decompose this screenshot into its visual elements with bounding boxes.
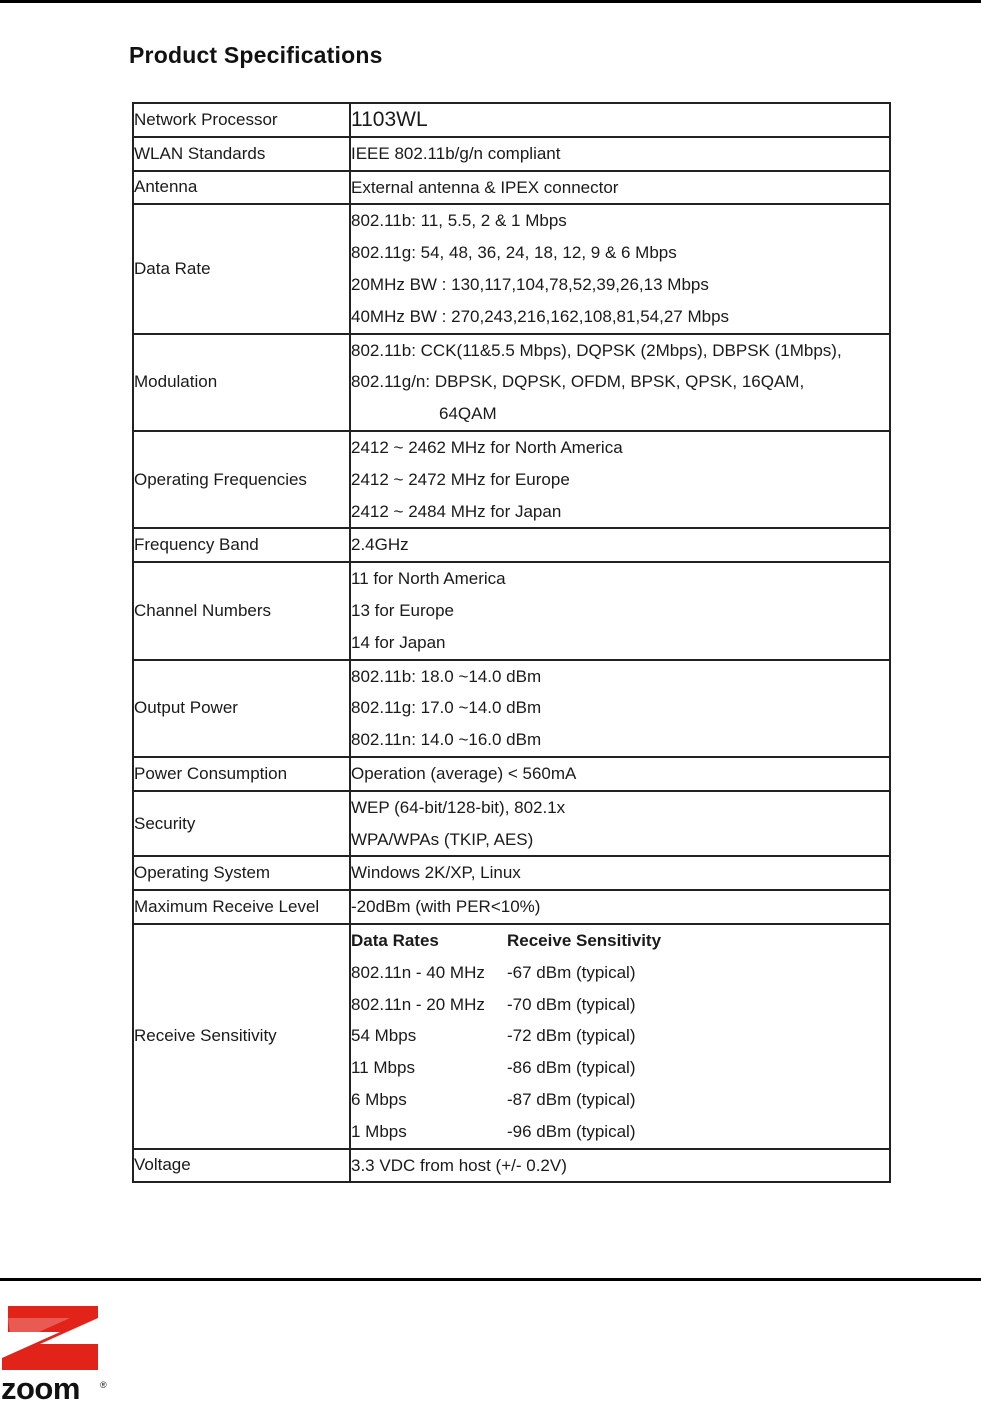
row-value: 802.11n: 14.0 ~16.0 dBm xyxy=(351,730,542,750)
row-value: 40MHz BW : 270,243,216,162,108,81,54,27 Mbps xyxy=(351,306,730,326)
row-value: 3.3 VDC from host (+/- 0.2V) xyxy=(351,1155,567,1175)
row-value-cell xyxy=(350,757,890,791)
row-label: WLAN Standards xyxy=(133,137,350,171)
row-value-cell xyxy=(350,1149,890,1183)
table-row-voltage xyxy=(133,1149,890,1183)
row-label: Data Rate xyxy=(133,204,350,333)
row-value-cell xyxy=(350,528,890,562)
page-title: Product Specifications xyxy=(129,42,383,68)
sensitivity-level: -67 dBm (typical) xyxy=(507,962,636,982)
spec-table xyxy=(132,102,891,1183)
row-label: Network Processor xyxy=(133,103,350,137)
row-label: Voltage xyxy=(133,1149,350,1183)
row-value: 2412 ~ 2472 MHz for Europe xyxy=(351,469,570,489)
row-label: Power Consumption xyxy=(133,757,350,791)
sensitivity-rate: 6 Mbps xyxy=(351,1089,407,1109)
top-rule xyxy=(0,0,981,3)
zoom-logo xyxy=(0,1306,110,1405)
row-value-cell xyxy=(350,103,890,137)
row-value: 20MHz BW : 130,117,104,78,52,39,26,13 Mbps xyxy=(351,274,709,294)
row-value: 802.11g: 17.0 ~14.0 dBm xyxy=(351,698,542,718)
row-value: 2412 ~ 2484 MHz for Japan xyxy=(351,501,562,521)
row-value-cell xyxy=(350,890,890,924)
row-label: Operating Frequencies xyxy=(133,431,350,528)
table-row xyxy=(133,791,890,857)
row-value-cell xyxy=(350,171,890,205)
row-value: 1103WL xyxy=(351,108,428,131)
row-value: 802.11b: 18.0 ~14.0 dBm xyxy=(351,666,542,686)
table-row xyxy=(133,204,890,333)
row-value-cell xyxy=(350,660,890,757)
row-value: 2.4GHz xyxy=(351,535,409,555)
table-row xyxy=(133,528,890,562)
row-value: -20dBm (with PER<10%) xyxy=(351,897,541,917)
logo-wordmark: zoom xyxy=(1,1371,80,1406)
row-label: Security xyxy=(133,791,350,857)
row-value-cell xyxy=(350,137,890,171)
row-value-cell xyxy=(350,431,890,528)
table-row xyxy=(133,103,890,137)
row-value: 802.11b: CCK(11&5.5 Mbps), DQPSK (2Mbps), DBPSK (1Mbps), xyxy=(351,340,842,360)
row-value: 802.11g/n: DBPSK, DQPSK, OFDM, BPSK, QPSK, 16QAM, xyxy=(351,372,805,392)
row-value-cell xyxy=(350,334,890,431)
row-label: Modulation xyxy=(133,334,350,431)
sensitivity-level: -70 dBm (typical) xyxy=(507,994,636,1014)
table-row xyxy=(133,660,890,757)
bottom-rule xyxy=(0,1278,981,1281)
sensitivity-header-level: Receive Sensitivity xyxy=(507,930,662,950)
table-row xyxy=(133,757,890,791)
row-value: 2412 ~ 2462 MHz for North America xyxy=(351,437,623,457)
table-row xyxy=(133,171,890,205)
zoom-z-mark-icon xyxy=(0,1306,100,1370)
row-value-cell xyxy=(350,204,890,333)
row-value: 802.11b: 11, 5.5, 2 & 1 Mbps xyxy=(351,211,567,231)
sensitivity-level: -96 dBm (typical) xyxy=(507,1121,636,1141)
registered-mark: ® xyxy=(100,1380,107,1390)
sensitivity-rate: 802.11n - 20 MHz xyxy=(351,994,485,1014)
row-label: Maximum Receive Level xyxy=(133,890,350,924)
table-row xyxy=(133,137,890,171)
row-label: Frequency Band xyxy=(133,528,350,562)
row-value: 802.11g: 54, 48, 36, 24, 18, 12, 9 & 6 Mbps xyxy=(351,243,677,263)
table-row xyxy=(133,562,890,659)
row-label: Output Power xyxy=(133,660,350,757)
row-value: 14 for Japan xyxy=(351,632,446,652)
row-value: Windows 2K/XP, Linux xyxy=(351,863,521,883)
table-row-receive-sensitivity xyxy=(133,924,890,1149)
row-value-cell xyxy=(350,791,890,857)
row-label: Receive Sensitivity xyxy=(133,924,350,1149)
row-value: 64QAM xyxy=(439,404,497,424)
sensitivity-level: -72 dBm (typical) xyxy=(507,1026,636,1046)
sensitivity-rate: 11 Mbps xyxy=(351,1058,415,1078)
row-value: WPA/WPAs (TKIP, AES) xyxy=(351,829,534,849)
sensitivity-rate: 54 Mbps xyxy=(351,1026,417,1046)
row-value: WEP (64-bit/128-bit), 802.1x xyxy=(351,797,566,817)
row-value: IEEE 802.11b/g/n compliant xyxy=(351,143,561,163)
sensitivity-rate: 1 Mbps xyxy=(351,1121,407,1141)
row-value-cell xyxy=(350,924,890,1149)
sensitivity-rate: 802.11n - 40 MHz xyxy=(351,962,485,982)
sensitivity-grid xyxy=(351,925,889,1148)
row-label: Operating System xyxy=(133,856,350,890)
table-row xyxy=(133,856,890,890)
row-value-cell xyxy=(350,856,890,890)
row-label: Channel Numbers xyxy=(133,562,350,659)
sensitivity-level: -87 dBm (typical) xyxy=(507,1089,636,1109)
row-value: Operation (average) < 560mA xyxy=(351,763,577,783)
table-row xyxy=(133,334,890,431)
row-value: 13 for Europe xyxy=(351,600,455,620)
sensitivity-level: -86 dBm (typical) xyxy=(507,1058,636,1078)
row-value-cell xyxy=(350,562,890,659)
table-row xyxy=(133,431,890,528)
spec-table-body xyxy=(133,103,890,1182)
row-value: 11 for North America xyxy=(351,569,506,589)
row-label: Antenna xyxy=(133,171,350,205)
row-value: External antenna & IPEX connector xyxy=(351,177,619,197)
sensitivity-header-rates: Data Rates xyxy=(351,930,439,950)
table-row xyxy=(133,890,890,924)
